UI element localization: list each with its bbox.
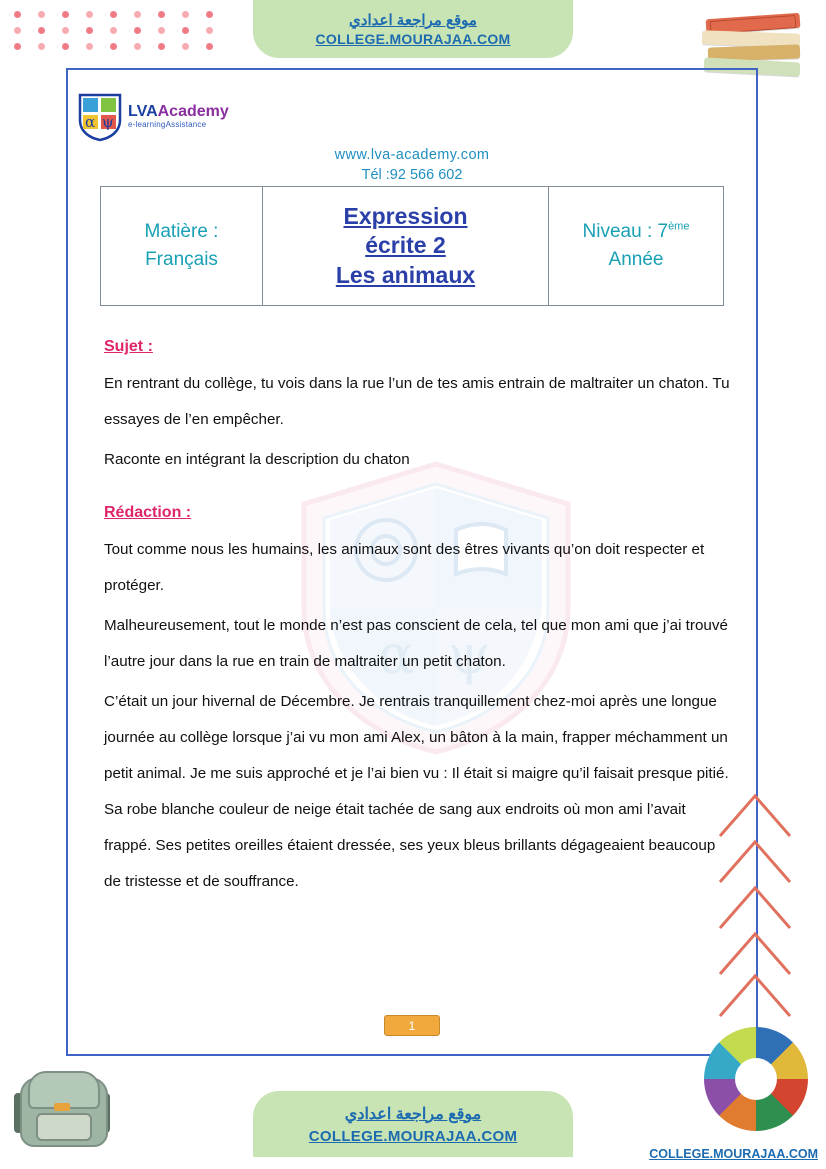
document-page <box>66 68 758 1056</box>
title-line-2: écrite 2 <box>365 232 446 259</box>
svg-text:ψ: ψ <box>102 113 114 131</box>
level-label <box>583 218 690 247</box>
dot <box>14 27 21 34</box>
svg-text:ψ: ψ <box>448 623 491 686</box>
dot <box>38 27 45 34</box>
subject-heading: Sujet : <box>104 338 153 355</box>
subject-value: Français <box>145 249 218 270</box>
logo-name-lva: LVA <box>128 103 158 121</box>
dot <box>134 43 141 50</box>
title-line-1: Expression <box>343 202 468 229</box>
bottom-banner-arabic-text: موقع مراجعة اعدادي <box>344 1105 482 1123</box>
dot <box>206 11 213 18</box>
dot <box>110 43 117 50</box>
backpack-pocket <box>36 1113 92 1141</box>
backpack-buckle <box>54 1103 70 1111</box>
header-table <box>100 186 724 306</box>
level-superscript: ème <box>668 220 690 233</box>
dot <box>182 11 189 18</box>
chevron-icon <box>716 790 794 1020</box>
top-banner-arabic-text: موقع مراجعة اعدادي <box>349 12 477 29</box>
dot <box>134 11 141 18</box>
level-label-text: Niveau : 7 <box>582 220 669 242</box>
backpack-illustration <box>14 1063 110 1147</box>
dot <box>110 11 117 18</box>
decorative-dots <box>6 6 221 54</box>
dot <box>158 43 165 50</box>
svg-text:α: α <box>85 113 96 131</box>
redaction-paragraph: Tout comme nous les humains, les animaux sont des êtres vivants qu’on doit respecter et protéger. <box>104 541 705 595</box>
dot <box>62 11 69 18</box>
website-url: www.lva-academy.com <box>334 147 490 163</box>
document-body <box>104 338 732 904</box>
dot <box>206 43 213 50</box>
phone-number: Tél :92 566 602 <box>361 166 463 183</box>
dot <box>62 27 69 34</box>
corner-watermark-url[interactable]: COLLEGE.MOURAJAA.COM <box>649 1147 818 1161</box>
dot <box>14 11 21 18</box>
color-wheel-center <box>735 1058 777 1100</box>
dot <box>182 43 189 50</box>
bottom-banner-url[interactable]: COLLEGE.MOURAJAA.COM <box>308 1127 518 1145</box>
redaction-paragraph: Malheureusement, tout le monde n’est pas conscient de cela, tel que mon ami que j’ai trouvé l’autre jour dans la rue en train de maltraiter un petit chaton. <box>104 617 728 671</box>
chevron-decoration <box>716 790 794 1020</box>
bottom-banner <box>253 1091 573 1157</box>
logo-name-academy: Academy <box>157 103 229 121</box>
site-contact-info <box>68 146 756 185</box>
subject-label: Matière : <box>144 220 219 242</box>
title-line-3: Les animaux <box>335 261 476 288</box>
color-wheel-illustration <box>704 1027 808 1131</box>
level-value: Année <box>608 249 664 270</box>
dot <box>182 27 189 34</box>
dot <box>86 43 93 50</box>
subject-cell <box>101 187 263 305</box>
dot <box>110 27 117 34</box>
dot <box>206 27 213 34</box>
shield-logo-icon <box>78 92 122 142</box>
dot <box>158 11 165 18</box>
dot <box>158 27 165 34</box>
level-cell <box>549 187 723 305</box>
redaction-heading: Rédaction : <box>104 504 192 522</box>
subject-paragraph: En rentrant du collège, tu vois dans la rue l’un de tes amis entrain de maltraiter un chaton. Tu essayes de l’en empêcher. <box>104 375 730 429</box>
spacer <box>104 482 732 504</box>
logo-tagline: e-learningAssistance <box>128 120 207 130</box>
top-banner <box>253 0 573 58</box>
subject-paragraph: Raconte en intégrant la description du chaton <box>104 451 410 469</box>
dot <box>14 43 21 50</box>
dot <box>134 27 141 34</box>
svg-text:α: α <box>378 623 415 686</box>
title-cell <box>263 187 549 305</box>
dot <box>38 11 45 18</box>
dot <box>62 43 69 50</box>
page-number-badge: 1 <box>384 1015 440 1036</box>
redaction-paragraph: C’était un jour hivernal de Décembre. Je rentrais tranquillement chez-moi après une longue journée au collège lorsque j’ai vu mon ami Alex, un bâton à la main, frapper méchamment un petit animal. Je me suis approché et je l’ai bien vu : Il était si maigre qu’il faisait presque pitié. Sa robe blanche couleur de neige était tachée de sang aux endroits où mon ami l’avait frappé. Ses petites oreilles étaient dressée, ses yeux bleus brillants dégageaient beaucoup de tristesse et de souffrance. <box>104 693 729 891</box>
lva-academy-logo <box>78 86 246 148</box>
dot <box>86 27 93 34</box>
dot <box>38 43 45 50</box>
top-banner-url[interactable]: COLLEGE.MOURAJAA.COM <box>315 31 511 47</box>
dot <box>86 11 93 18</box>
